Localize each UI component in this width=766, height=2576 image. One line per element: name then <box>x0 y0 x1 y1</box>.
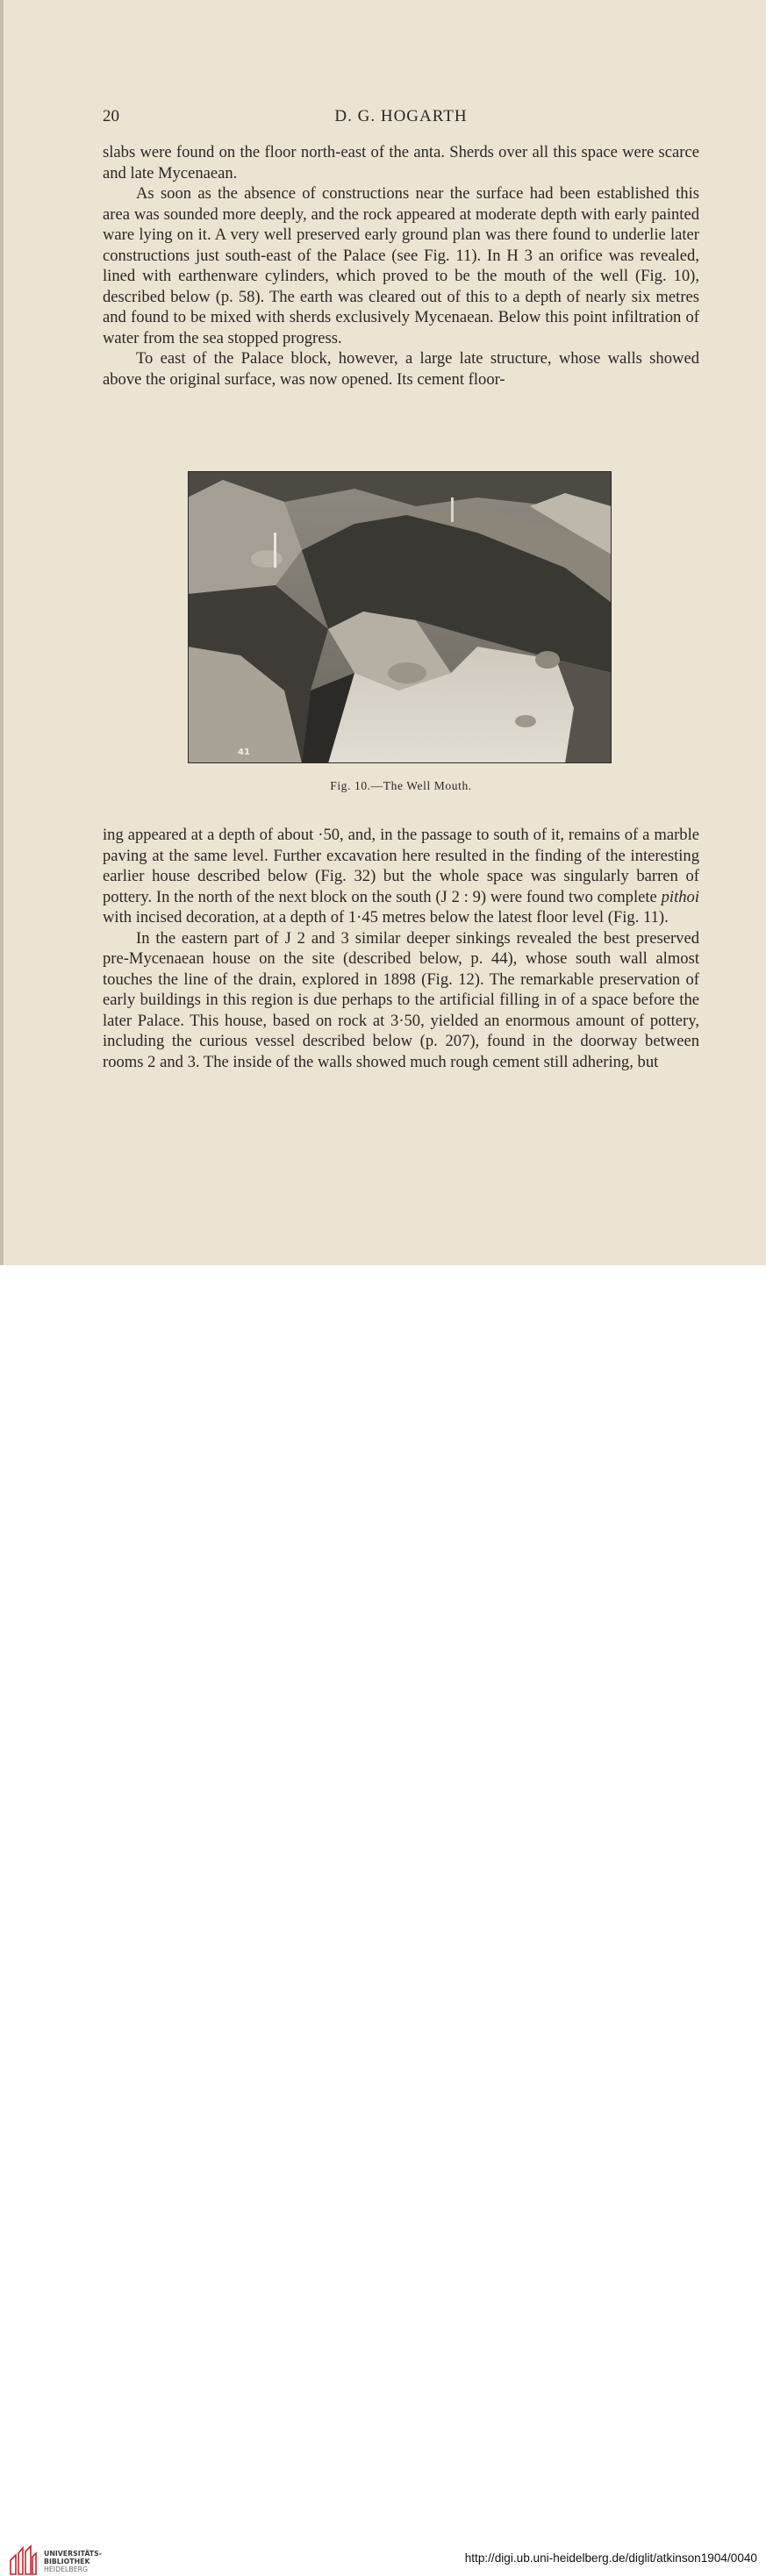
running-head: D. G. HOGARTH <box>334 107 468 125</box>
photo-plate-label: 41 <box>238 748 250 757</box>
body-text-top <box>103 142 699 390</box>
page-header <box>103 107 699 130</box>
digitization-footer <box>0 1265 766 2573</box>
paragraph: To east of the Palace block, however, a large late structure, whose walls showed above the original surface, was now opened. Its cement floor- <box>103 349 699 390</box>
italic-term: pithoi <box>661 887 699 906</box>
paragraph: slabs were found on the floor north-east of the anta. Sherds over all this space were scarce and late Mycenaean. <box>103 143 699 182</box>
body-text-bottom <box>103 825 699 1073</box>
figure-caption: Fig. 10.—The Well Mouth. <box>330 779 472 792</box>
paragraph: In the eastern part of J 2 and 3 similar deeper sinkings revealed the best preserved pre-Mycenaean house on the site (described below, p. 44), whose south wall almost touches the line of the drain, explored in 1898 (Fig. 12). The remarkable preservation of early buildings in this region is due perhaps to the artificial filling in of a space before the later Palace. This house, based on rock at 3·50, yielded an enormous amount of pottery, including the curious vessel described below (p. 207), found in the doorway between rooms 2 and 3. The inside of the walls showed much rough cement still adhering, but <box>103 928 699 1072</box>
source-url-link[interactable]: http://digi.ub.uni-heidelberg.de/diglit/atkinson1904/0040 <box>464 2551 757 2565</box>
university-library-logo-icon <box>9 2544 37 2576</box>
library-name-line: BIBLIOTHEK <box>44 2558 90 2565</box>
book-page <box>0 0 766 1265</box>
paragraph <box>103 825 699 928</box>
library-name-line: HEIDELBERG <box>44 2565 89 2573</box>
page-edge <box>0 0 4 1265</box>
well-mouth-photograph <box>188 471 612 763</box>
paragraph-text: with incised decoration, at a depth of 1·45 metres below the latest floor level (Fig. 11). <box>103 908 669 927</box>
library-name-line: UNIVERSITÄTS- <box>44 2550 102 2558</box>
library-name <box>44 2550 149 2573</box>
paragraph-text: ing appeared at a depth of about ·50, and, in the passage to south of it, remains of a marble paving at the same level. Further excavation here resulted in the finding of the interesting earlier house described below (Fig. 32) but the whole space was singularly barren of pottery. In the north of the next block on the south (J 2 : 9) were found two complete <box>103 826 699 906</box>
paragraph: As soon as the absence of constructions near the surface had been established this area was sounded more deeply, and the rock appeared at moderate depth with early painted ware lying on it. A very well preserved early ground plan was there found to underlie later constructions just south-east of the Palace (see Fig. 11). In H 3 an orifice was revealed, lined with earthenware cylinders, which proved to be the mouth of the well (Fig. 10), described below (p. 58). The earth was cleared out of this to a depth of nearly six metres and found to be mixed with sherds exclusively Mycenaean. Below this point infiltration of water from the sea stopped progress. <box>103 184 699 347</box>
excavation-photo-illustration <box>188 471 612 763</box>
page-number: 20 <box>103 107 119 125</box>
